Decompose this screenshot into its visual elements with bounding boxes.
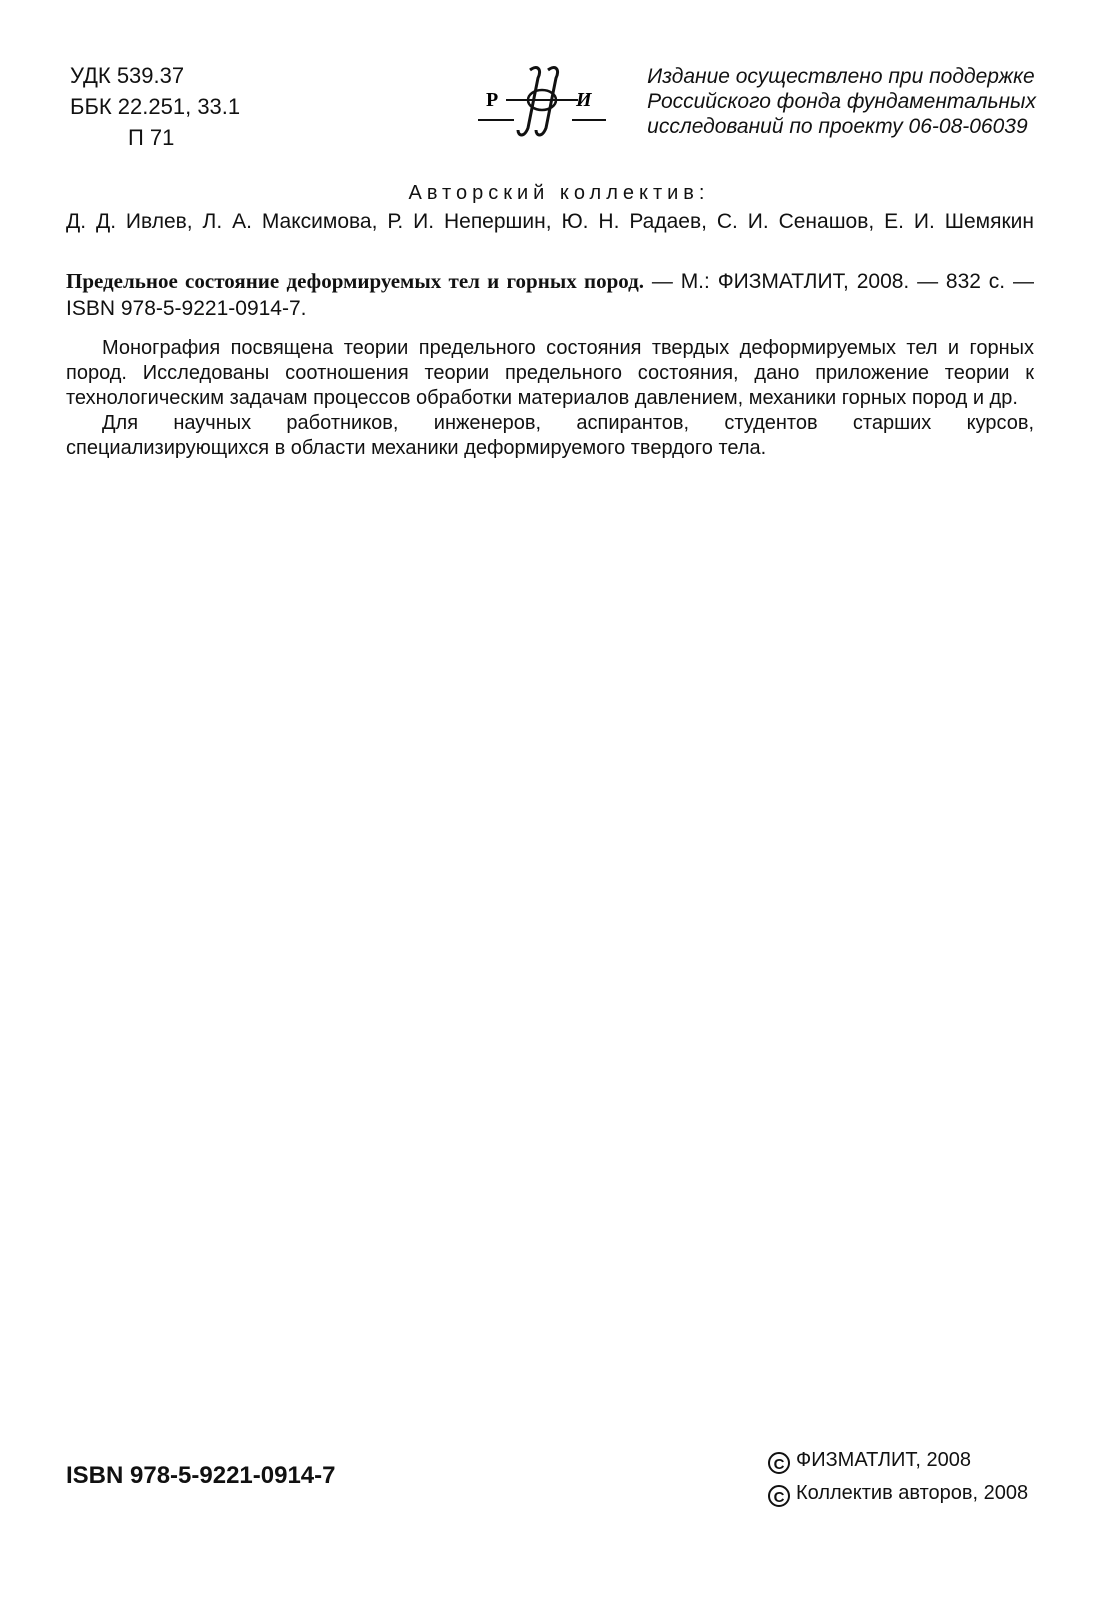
abstract — [66, 336, 1034, 461]
copyright-authors — [768, 1477, 1028, 1510]
authors-list: Д. Д. Ивлев, Л. А. Максимова, Р. И. Непершин, Ю. Н. Радаев, С. И. Сенашов, Е. И. Шемякин — [66, 210, 1034, 233]
copyright-publisher — [768, 1444, 1028, 1477]
classification-block — [70, 60, 240, 153]
copyright-icon: C — [768, 1485, 790, 1507]
rffi-logo — [478, 62, 608, 142]
udk-code: УДК 539.37 — [70, 63, 185, 88]
isbn-number: ISBN 978-5-9221-0914-7 — [66, 1462, 336, 1489]
book-title: Предельное состояние деформируемых тел и горных пород. — [66, 269, 645, 293]
copyright-publisher-text: ФИЗМАТЛИТ, 2008 — [796, 1449, 971, 1471]
rffi-logo-icon — [478, 62, 608, 142]
abstract-paragraph-1: Монография посвящена теории предельного состояния твердых деформируемых тел и горных пород. Исследованы соотношения теории предельного состояния, дано приложение теории к технологическим задачам процессов обработки материалов давлением, механики горных пород и др. — [66, 337, 1034, 409]
imprint-details: — М.: ФИЗМАТЛИТ, 2008. — 832 с. — ISBN 978-5-9221-0914-7. — [66, 270, 1034, 320]
abstract-paragraph-2: Для научных работников, инженеров, аспирантов, студентов старших курсов, специализирующихся в области механики деформируемого твердого тела. — [66, 412, 1034, 459]
copyright-icon: C — [768, 1452, 790, 1474]
support-line-1: Издание осуществлено при поддержке — [647, 65, 1035, 88]
logo-letter-r: Р — [486, 89, 499, 111]
rffi-support-note — [647, 64, 1036, 139]
bibliographic-record — [66, 268, 1034, 322]
copyright-authors-text: Коллектив авторов, 2008 — [796, 1482, 1029, 1504]
author-mark: П 71 — [128, 125, 175, 150]
authors-heading: Авторский коллектив: — [408, 182, 710, 204]
logo-letter-i: И — [576, 89, 592, 111]
support-line-2: Российского фонда фундаментальных — [647, 90, 1036, 113]
copyright-block — [768, 1444, 1028, 1510]
bbk-code: ББК 22.251, 33.1 — [70, 94, 241, 119]
support-line-3: исследований по проекту 06-08-06039 — [647, 115, 1028, 138]
